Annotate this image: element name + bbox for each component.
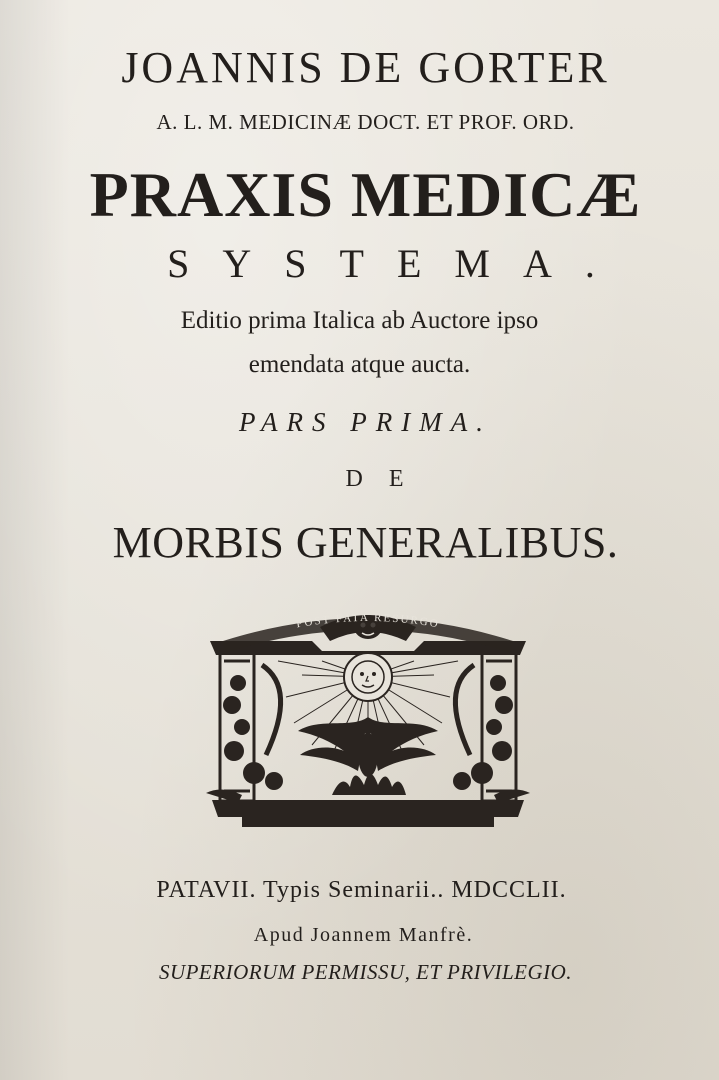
part-label: PARS PRIMA. (239, 407, 492, 437)
edition-statement-line-2: emendata atque aucta. (248, 351, 471, 378)
svg-text:POST FATA RESURGO: POST FATA RESURGO (295, 611, 441, 631)
de-word: DE (345, 466, 430, 492)
imprint-printer: Apud Joannem Manfrè. (253, 924, 474, 946)
author-credentials: A. L. M. MEDICINÆ DOCT. ET PROF. ORD. (156, 110, 575, 134)
work-title: PRAXIS MEDICÆ (89, 159, 642, 230)
edition-statement-line-1: Editio prima Italica ab Auctore ipso (180, 307, 539, 334)
flames (332, 774, 406, 795)
author-name: JOANNIS DE GORTER (121, 43, 610, 92)
work-subtitle: SYSTEMA. (167, 241, 628, 286)
imprint-place-and-date: PATAVII. Typis Seminarii.. MDCCLII. (156, 877, 567, 903)
printer-device-phoenix-woodcut (202, 605, 534, 838)
sun-face-icon (344, 653, 392, 701)
imprint-permission: SUPERIORUM PERMISSU, ET PRIVILEGIO. (158, 960, 573, 984)
subject-title: MORBIS GENERALIBUS. (112, 518, 619, 567)
phoenix-icon (298, 717, 438, 777)
